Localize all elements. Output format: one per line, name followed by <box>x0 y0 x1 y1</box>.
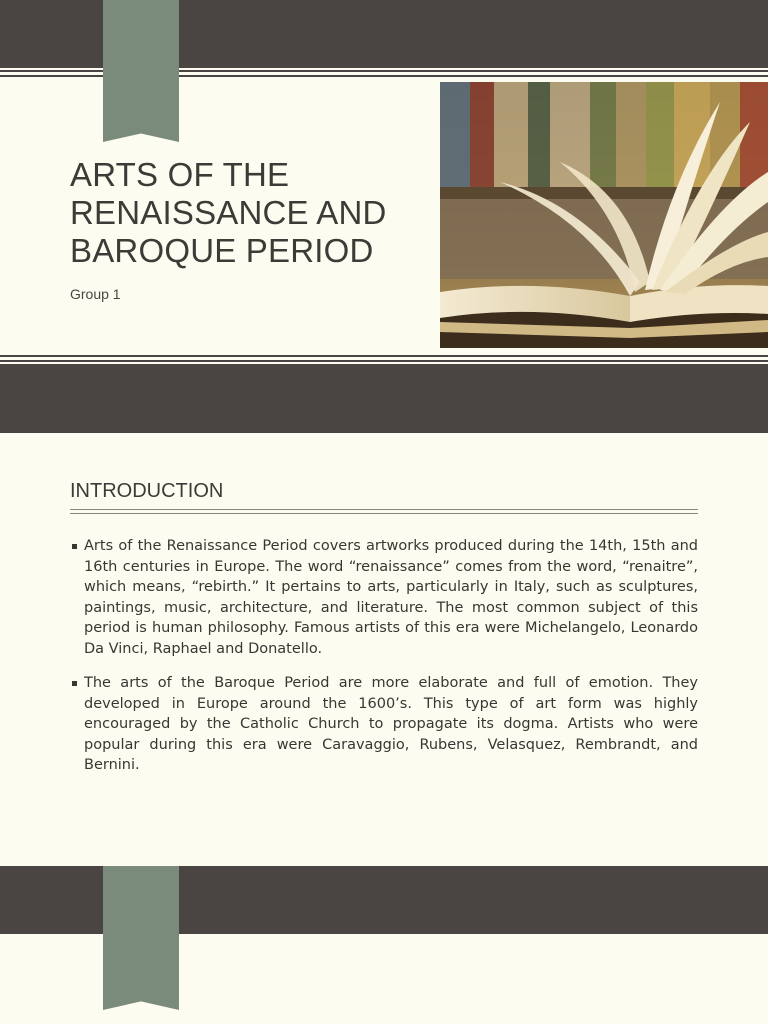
book-illustration <box>440 82 768 348</box>
bullet-list <box>72 536 698 790</box>
mid-rule-2 <box>0 360 768 362</box>
list-item <box>72 673 698 776</box>
section-heading: INTRODUCTION <box>70 480 224 502</box>
ribbon-bookmark-icon <box>103 0 179 142</box>
book-photo <box>440 82 768 348</box>
mid-rule-1 <box>0 355 768 357</box>
heading-underline-2 <box>70 513 698 514</box>
bullet-text: Arts of the Renaissance Period covers artworks produced during the 14th, 15th and 16th centuries in Europe. The word “renaissance” comes from the word, “renaitre”, which means, “rebirth.” It pertains to arts, particularly in Italy, such as sculptures, paintings, music, architecture, and literature. The most common subject of this period is human philosophy. Famous artists of this era were Michelangelo, Leonardo Da Vinci, Raphael and Donatello. <box>84 538 698 657</box>
slide-title <box>70 156 430 270</box>
bullet-text: The arts of the Baroque Period are more elaborate and full of emotion. They developed in Europe around the 1600’s. This type of art form was highly encouraged by the Catholic Church to propagate its dogma. Artists who were popular during this era were Caravaggio, Rubens, Velasquez, Rembrandt, and Bernini. <box>84 675 698 773</box>
list-item <box>72 536 698 659</box>
slide-subtitle: Group 1 <box>70 286 121 302</box>
mid-band <box>0 364 768 433</box>
title-line-1: ARTS OF THE <box>70 156 290 193</box>
title-line-2: RENAISSANCE AND <box>70 194 387 231</box>
heading-underline-1 <box>70 509 698 510</box>
square-bullet-icon <box>72 544 77 549</box>
title-line-3: BAROQUE PERIOD <box>70 232 374 269</box>
square-bullet-icon <box>72 681 77 686</box>
ribbon-bookmark-icon <box>103 866 179 1010</box>
